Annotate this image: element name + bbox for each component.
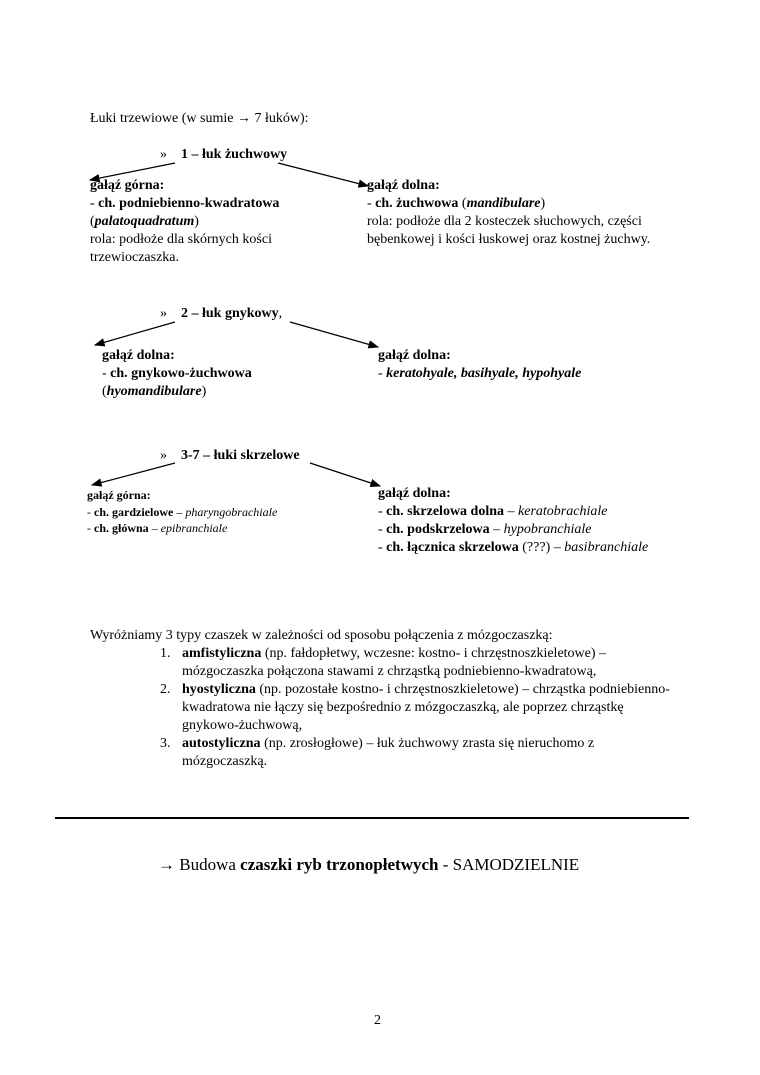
arch3-right-heading: gałąź dolna:: [378, 486, 451, 501]
list-item: - ch. łącznica skrzelowa (???) – basibranchiale: [378, 540, 649, 555]
arch1-right-role-2: bębenkowej i kości łuskowej oraz kostnej żuchwy.: [367, 232, 651, 247]
arch1-left-heading: gałąź górna:: [90, 178, 165, 193]
arch2-right-heading: gałąź dolna:: [378, 348, 451, 363]
list-item: - ch. podskrzelowa – hypobranchiale: [378, 522, 592, 537]
arch3-title: [160, 447, 300, 465]
list-item: 1. amfistyliczna (np. fałdopłetwy, wczesne: kostno- i chrzęstnoszkieletowe) – mózgoczaszka połączona stawami z chrząstką podniebienno-kwadratową,: [160, 646, 607, 679]
arch1-title: [160, 146, 287, 164]
arch1-left-role-2: trzewioczaszka.: [90, 250, 179, 265]
arrow-arch3-left: [92, 463, 175, 485]
arch1-left-item: - ch. podniebienno-kwadratowa: [90, 196, 280, 211]
skull-types: [90, 627, 670, 771]
arch1-bullet: »: [160, 147, 167, 162]
arch2-right-item: - keratohyale, basihyale, hypohyale: [378, 366, 582, 381]
list-item: - ch. główna – epibranchiale: [87, 521, 228, 535]
arch1-right-heading: gałąź dolna:: [367, 178, 440, 193]
arch2-left-latin: (hyomandibulare): [102, 384, 207, 399]
arch2-title: » 2 – łuk gnykowy,: [160, 306, 283, 321]
list-item: - ch. skrzelowa dolna – keratobrachiale: [378, 504, 608, 519]
arch3-bullet: »: [160, 448, 167, 463]
arch1-right-role-1: rola: podłoże dla 2 kosteczek słuchowych, części: [367, 214, 642, 229]
arrow-arch2-right: [290, 322, 378, 347]
arch3-title-text: 3-7 – łuki skrzelowe: [181, 448, 300, 463]
arrow-arch2-left: [95, 322, 175, 345]
intro-text: Łuki trzewiowe (w sumie → 7 łuków):: [90, 111, 309, 126]
arch2-left-heading: gałąź dolna:: [102, 348, 175, 363]
arch3-left-heading: gałąź górna:: [87, 488, 151, 502]
footer-note: → Budowa czaszki ryb trzonopłetwych - SAMODZIELNIE: [158, 855, 580, 874]
skull-types-intro: Wyróżniamy 3 typy czaszek w zależności od sposobu połączenia z mózgoczaszką:: [90, 628, 553, 643]
arch2-left-item: - ch. gnykowo-żuchwowa: [102, 366, 252, 381]
section-divider: [55, 817, 689, 819]
arch1-title-text: 1 – łuk żuchwowy: [181, 147, 288, 162]
arch1-left-role-1: rola: podłoże dla skórnych kości: [90, 232, 272, 247]
list-item: 2. hyostyliczna (np. pozostałe kostno- i chrzęstnoszkieletowe) – chrząstka podniebienno-kwadratowa nie łączy się bezpośrednio z mózgoczaszką, ale poprzez chrząstkę gnykowo-żuchwową,: [160, 682, 670, 733]
arrow-arch3-right: [310, 463, 380, 486]
list-item: - ch. gardzielowe – pharyngobrachiale: [87, 505, 278, 519]
arch2-bullet: »: [160, 306, 167, 321]
arrow-arch1-right: [278, 163, 368, 186]
page-number: 2: [374, 1013, 381, 1028]
arch1-left-latin: (palatoquadratum): [90, 214, 199, 229]
arch1-right-item: - ch. żuchwowa (mandibulare): [367, 196, 546, 211]
list-item: 3. autostyliczna (np. zrosłogłowe) – łuk żuchwowy zrasta się nieruchomo z mózgoczaszką.: [160, 736, 595, 769]
arch2-title-text: 2 – łuk gnykowy: [181, 306, 279, 321]
